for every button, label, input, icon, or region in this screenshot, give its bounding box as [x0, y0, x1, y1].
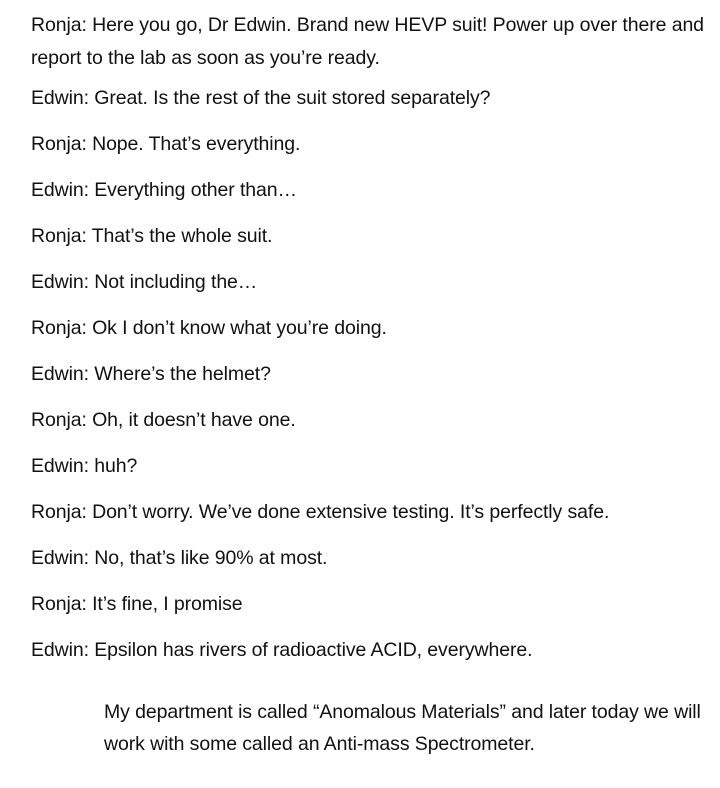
dialogue-line: Edwin: huh?: [31, 455, 138, 477]
dialogue-line: Edwin: Great. Is the rest of the suit stored separately?: [31, 87, 491, 109]
dialogue-line: Ronja: Oh, it doesn’t have one.: [31, 409, 296, 431]
dialogue-line: Edwin: Everything other than…: [31, 179, 297, 201]
dialogue-line: Edwin: Where’s the helmet?: [31, 363, 271, 385]
dialogue-line: Ronja: Here you go, Dr Edwin. Brand new HEVP suit! Power up over there and report to the lab as soon as you’re ready.: [31, 14, 704, 69]
dialogue-line: Edwin: No, that’s like 90% at most.: [31, 547, 328, 569]
dialogue-document: [31, 12, 715, 661]
dialogue-line: Ronja: Nope. That’s everything.: [31, 133, 301, 155]
dialogue-line: Ronja: Don’t worry. We’ve done extensive testing. It’s perfectly safe.: [31, 501, 610, 523]
dialogue-line: Ronja: That’s the whole suit.: [31, 225, 273, 247]
dialogue-line: Ronja: Ok I don’t know what you’re doing.: [31, 317, 387, 339]
dialogue-line: Edwin: Not including the…: [31, 271, 258, 293]
dialogue-line: Edwin: Epsilon has rivers of radioactive ACID, everywhere.: [31, 639, 533, 661]
dialogue-line: Ronja: It’s fine, I promise: [31, 593, 243, 615]
indented-note: My department is called “Anomalous Materials” and later today we will work with some called an Anti-mass Spectrometer.: [104, 700, 701, 755]
